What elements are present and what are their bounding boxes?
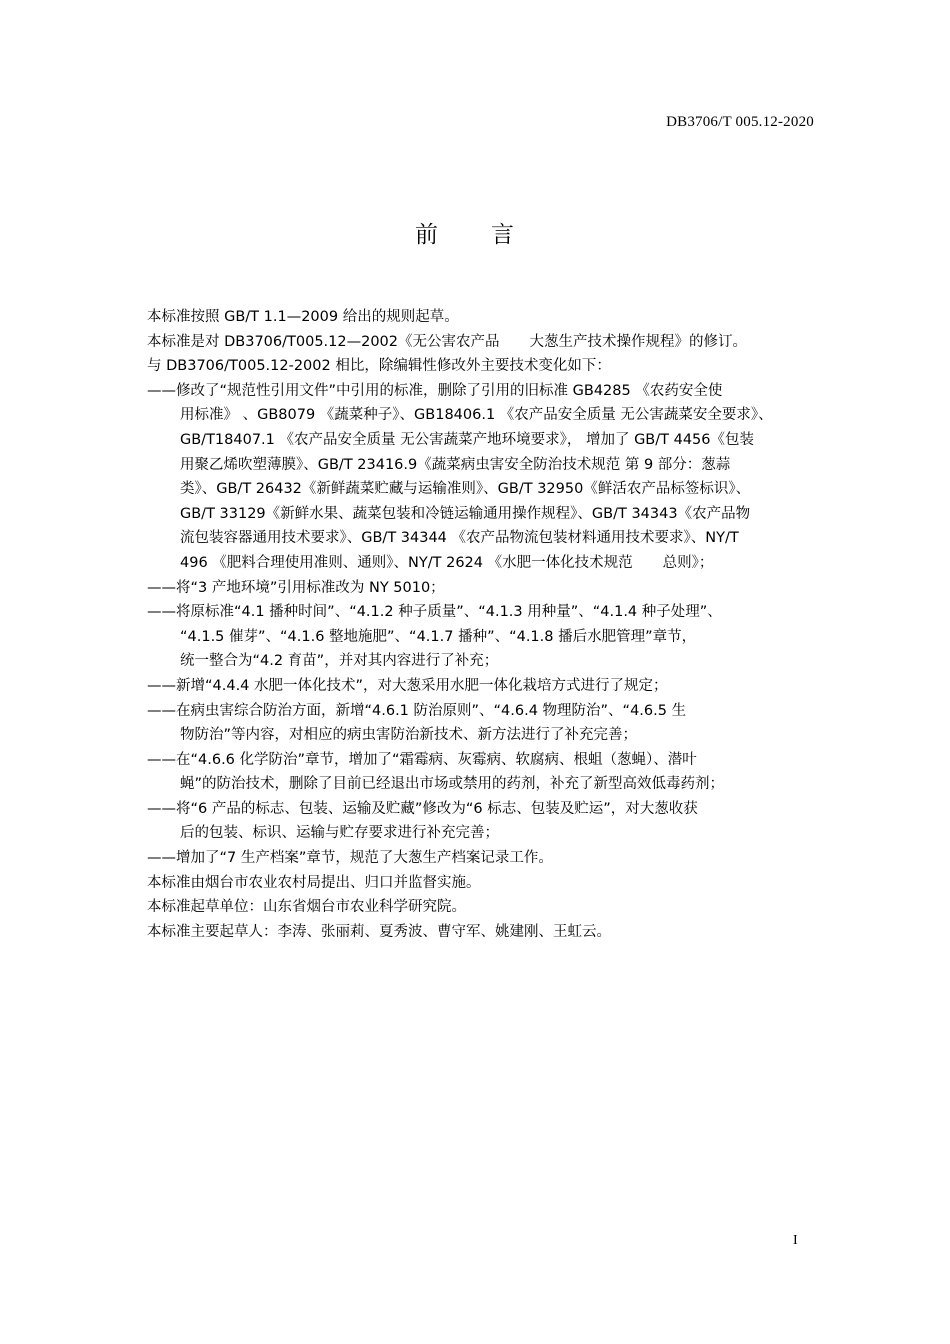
title-char-1: 前 — [415, 222, 439, 248]
bullet-references-line-7: 流包装容器通用技术要求》、GB/T 34344 《农产品物流包装材料通用技术要求》、NY/T — [180, 530, 739, 547]
document-code: DB3706/T 005.12-2020 — [666, 114, 814, 130]
paragraph-proposer: 本标准由烟台市农业农村局提出、归口并监督实施。 — [147, 874, 481, 891]
bullet-production-records: ——增加了“7 生产档案”章节，规范了大葱生产档案记录工作。 — [147, 850, 553, 867]
bullet-references-line-6: GB/T 33129《新鲜水果、蔬菜包装和冷链运输通用操作规程》、GB/T 34343《农产品物 — [180, 505, 751, 522]
revision-text-part-1: 本标准是对 DB3706/T005.12—2002《无公害农产品 — [147, 333, 500, 350]
bullet-seedling-line-3: 统一整合为“4.2 育苗”，并对其内容进行了补充； — [180, 653, 499, 670]
bullet-references-line-1: ——修改了“规范性引用文件”中引用的标准，删除了引用的旧标准 GB4285 《农药安全使 — [147, 382, 723, 399]
bullet-packaging-line-2: 后的包装、标识、运输与贮存要求进行补充完善； — [180, 825, 499, 842]
paragraph-drafters: 本标准主要起草人：李涛、张丽莉、夏秀波、曹守军、姚建刚、王虹云。 — [147, 923, 611, 940]
bullet-pest-control-line-1: ——在病虫害综合防治方面，新增“4.6.1 防治原则”、“4.6.4 物理防治”、“4.6.5 生 — [147, 702, 687, 719]
bullet-references-line-2: 用标准》 、GB8079 《蔬菜种子》、GB18406.1 《农产品安全质量 无公害蔬菜安全要求》、 — [180, 407, 773, 424]
bullet-packaging-line-1: ——将“6 产品的标志、包装、运输及贮藏”修改为“6 标志、包装及贮运”，对大葱收获 — [147, 800, 698, 817]
bullet-seedling-line-2: “4.1.5 催芽”、“4.1.6 整地施肥”、“4.1.7 播种”、“4.1.8 播后水肥管理”章节， — [180, 628, 697, 645]
bullet-references-line-3: GB/T18407.1 《农产品安全质量 无公害蔬菜产地环境要求》， 增加了 GB/T 4456《包装 — [180, 431, 755, 448]
bullet-pest-control-line-2: 物防治”等内容，对相应的病虫害防治新技术、新方法进行了补充完善； — [180, 727, 638, 744]
bullet-chemical-control-line-2: 蝇”的防治技术，删除了目前已经退出市场或禁用的药剂，补充了新型高效低毒药剂； — [180, 776, 725, 793]
foreword-body — [147, 305, 847, 944]
bullet-references-line-8 — [147, 551, 847, 576]
bullet-references-line-5: 类》、GB/T 26432《新鲜蔬菜贮藏与运输准则》、GB/T 32950《鲜活农产品标签标识》、 — [180, 481, 751, 498]
page-number: I — [793, 1233, 798, 1248]
paragraph-drafting-unit: 本标准起草单位：山东省烟台市农业科学研究院。 — [147, 899, 466, 916]
paragraph-revision-of — [147, 330, 847, 355]
page-title — [0, 216, 930, 249]
paragraph-drafting-rules: 本标准按照 GB/T 1.1—2009 给出的规则起草。 — [147, 309, 459, 325]
bullet-chemical-control-line-1: ——在“4.6.6 化学防治”章节，增加了“霜霉病、灰霉病、软腐病、根蛆（葱蝇）、潜叶 — [147, 751, 697, 768]
bullet-seedling-line-1: ——将原标准“4.1 播种时间”、“4.1.2 种子质量”、“4.1.3 用种量”、“4.1.4 种子处理”、 — [147, 604, 722, 621]
bullet-fertigation: ——新增“4.4.4 水肥一体化技术”，对大葱采用水肥一体化栽培方式进行了规定； — [147, 677, 668, 694]
references-line-8-part-1: 496 《肥料合理使用准则、通则》、NY/T 2624 《水肥一体化技术规范 — [180, 554, 633, 571]
references-line-8-part-2: 总则》； — [662, 554, 714, 571]
bullet-environment: ——将“3 产地环境”引用标准改为 NY 5010； — [147, 579, 445, 596]
bullet-references-line-4: 用聚乙烯吹塑薄膜》、GB/T 23416.9《蔬菜病虫害安全防治技术规范 第 9 部分：葱蒜 — [180, 456, 731, 473]
paragraph-changes-intro: 与 DB3706/T005.12-2002 相比，除编辑性修改外主要技术变化如下： — [147, 358, 611, 375]
revision-text-part-2: 大葱生产技术操作规程》的修订。 — [529, 333, 748, 350]
title-char-2: 言 — [491, 222, 515, 248]
